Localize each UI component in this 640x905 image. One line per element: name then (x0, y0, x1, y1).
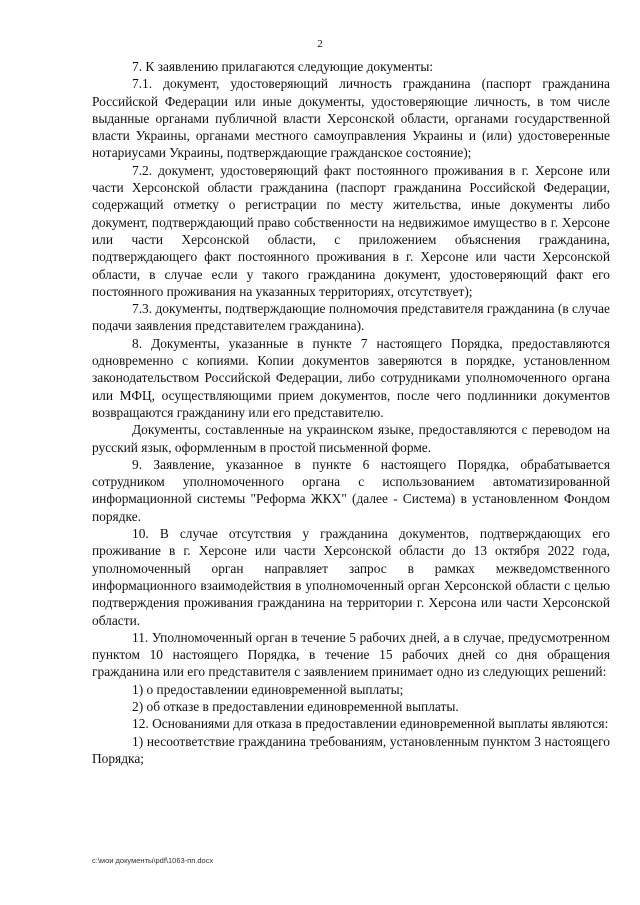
footer-file-path: c:\мои документы\pdf\1063-пп.docx (92, 856, 214, 865)
paragraph-10: 10. В случае отсутствия у гражданина документов, подтверждающих его проживание в г. Херсоне или части Херсонской области до 13 октября 2022 года, уполномоченный орган направляет запрос в рамках межведомственного информационного взаимодействия в уполномоченный орган Херсонской области с целью подтверждения проживания гражданина на территории г. Херсона или части Херсонской области. (92, 526, 610, 628)
page-number: 2 (317, 38, 323, 50)
paragraph-7: 7. К заявлению прилагаются следующие документы: (132, 59, 434, 74)
paragraph-11: 11. Уполномоченный орган в течение 5 рабочих дней, а в случае, предусмотренном пунктом 10 настоящего Порядка, в течение 15 рабочих дней со дня обращения гражданина или его представителя с заявлением принимает одно из следующих решений: (92, 629, 610, 680)
paragraph-9: 9. Заявление, указанное в пункте 6 настоящего Порядка, обрабатывается сотрудником уполномоченного органа с использованием автоматизированной информационной системы "Реформа ЖКХ" (далее - Система) в установленном Фондом порядке. (92, 456, 610, 524)
paragraph-12: 12. Основаниями для отказа в предоставлении единовременной выплаты являются: (132, 716, 609, 732)
paragraph-7-2: 7.2. документ, удостоверяющий факт постоянного проживания в г. Херсоне или части Херсонской области гражданина (паспорт гражданина Российской Федерации, содержащий отметку о регистрации по месту жительства, иные документы либо документ, подтверждающий право собственности на недвижимое имущество в г. Херсоне или части Херсонской области, с приложением объяснения гражданина, подтверждающего факт постоянного проживания в г. Херсоне или части Херсонской области, в случае если у такого гражданина документ, удостоверяющий факт его постоянного проживания на указанных территориях, отсутствует); (92, 162, 610, 299)
paragraph-11-item-2: 2) об отказе в предоставлении единовременной выплаты. (132, 698, 459, 714)
document-body (92, 58, 610, 767)
paragraph-11-item-1: 1) о предоставлении единовременной выплаты; (132, 681, 404, 697)
paragraph-7-3: 7.3. документы, подтверждающие полномочия представителя гражданина (в случае подачи заявления представителем гражданина). (92, 301, 610, 334)
paragraph-7-1: 7.1. документ, удостоверяющий личность гражданина (паспорт гражданина Российской Федерации или иные документы, удостоверяющие личность, в том числе выданные органами публичной власти Херсонской области, органами государственной власти Украины, органами местного самоуправления Украины и (или) удостоверенные нотариусами Украины, подтверждающие гражданское состояние); (92, 76, 610, 161)
paragraph-8: 8. Документы, указанные в пункте 7 настоящего Порядка, предоставляются одновременно с копиями. Копии документов заверяются в порядке, установленном законодательством Российской Федерации, либо сотрудниками уполномоченного органа или МФЦ, осуществляющими прием документов, после чего подлинники документов возвращаются гражданину или его представителю. (92, 335, 610, 420)
paragraph-8-ukrainian-docs: Документы, составленные на украинском языке, предоставляются с переводом на русский язык, оформленным в простой письменной форме. (92, 422, 610, 455)
paragraph-12-item-1: 1) несоответствие гражданина требованиям, установленным пунктом 3 настоящего Порядка; (92, 733, 610, 766)
